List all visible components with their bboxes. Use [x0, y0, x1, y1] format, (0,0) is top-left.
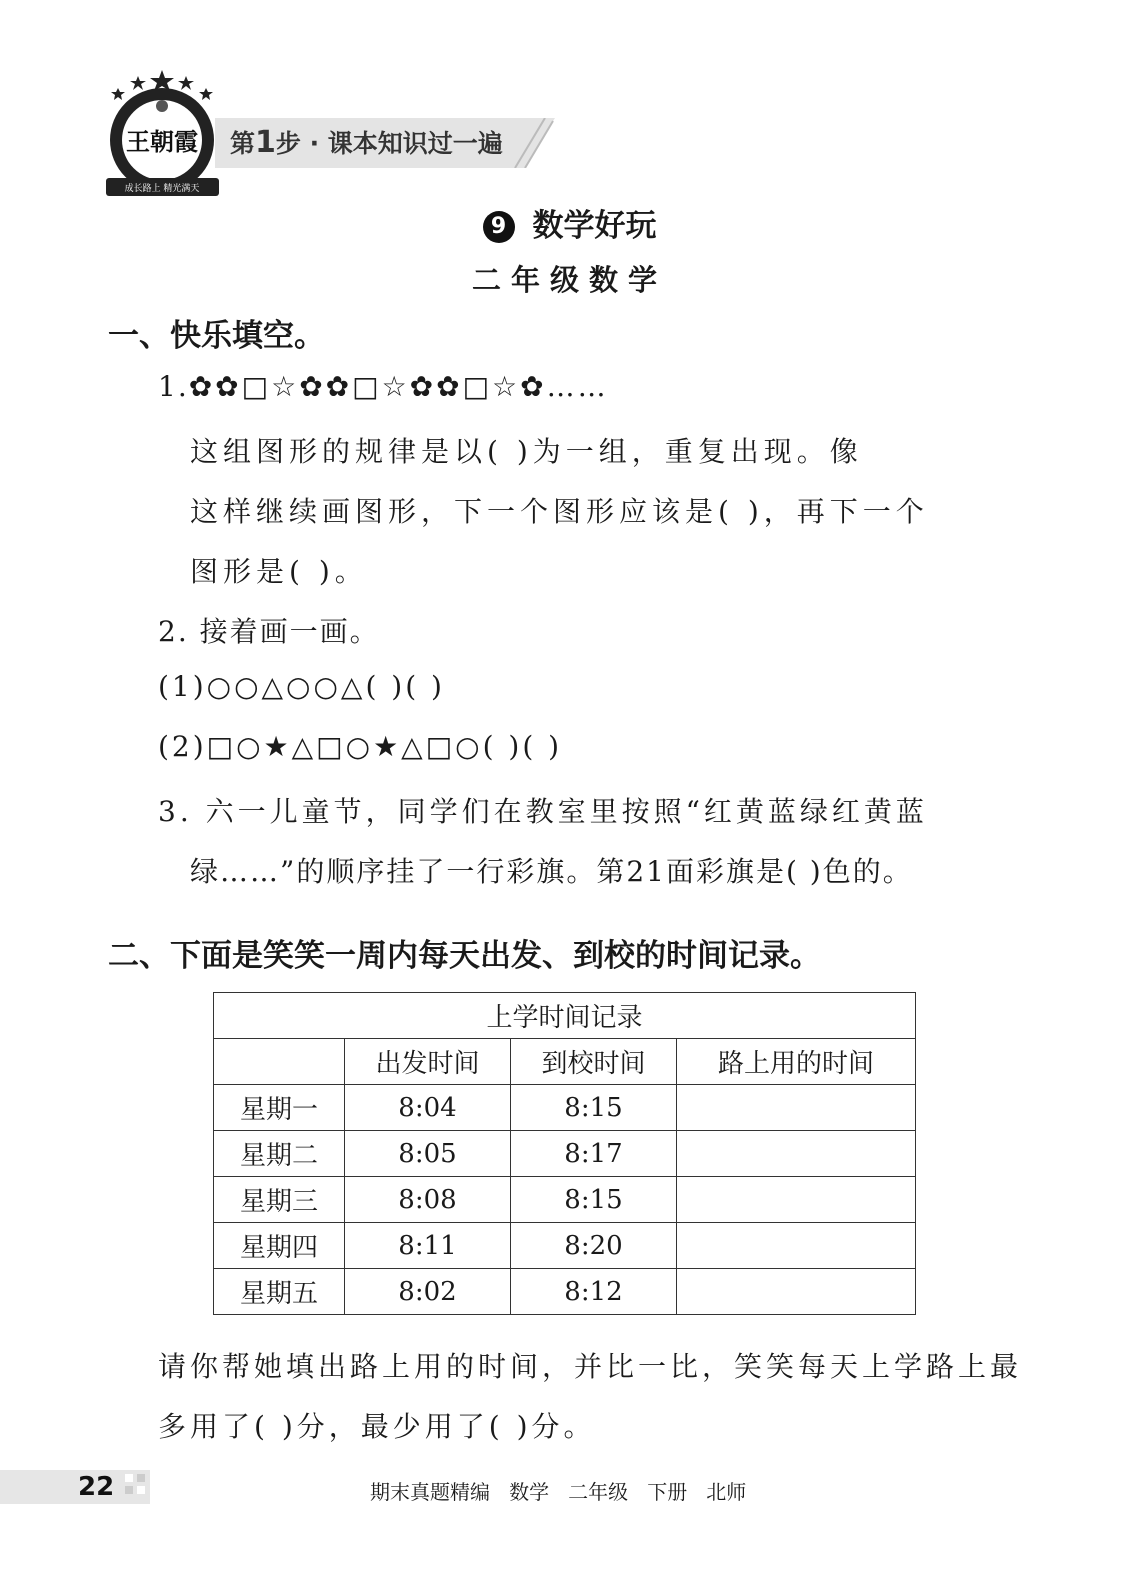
- table-row: [214, 1085, 916, 1131]
- table-cell-depart: 8:05: [345, 1131, 511, 1177]
- question-2-part-1: (1)○○△○○△( )( ): [158, 670, 445, 703]
- table-header-row: [214, 1039, 916, 1085]
- table-cell-duration-blank[interactable]: [677, 1085, 916, 1131]
- chapter-number-badge: 9: [483, 211, 515, 243]
- step-label: [230, 124, 503, 160]
- question-3-line-1: 3. 六一儿童节，同学们在教室里按照“红黄蓝绿红黄蓝: [158, 795, 928, 828]
- table-cell-arrive: 8:15: [511, 1177, 677, 1223]
- question-1-label: 1.: [158, 370, 189, 403]
- school-time-table: [213, 992, 916, 1315]
- table-cell-arrive: 8:12: [511, 1269, 677, 1315]
- table-header-cell: [214, 1039, 345, 1085]
- section-two-question-line-2: 多用了( )分，最少用了( )分。: [158, 1410, 596, 1443]
- step-number: 1: [255, 125, 276, 160]
- seal-text: 王朝霞: [126, 127, 198, 156]
- question-1-line-1: 这组图形的规律是以( )为一组，重复出现。像: [190, 435, 863, 468]
- section-two-question-line-1: 请你帮她填出路上用的时间，并比一比，笑笑每天上学路上最: [158, 1350, 1023, 1383]
- shape-pattern-sequence: ✿✿□☆✿✿□☆✿✿□☆✿……: [188, 370, 609, 403]
- table-cell-duration-blank[interactable]: [677, 1269, 916, 1315]
- chapter-title: [0, 200, 1139, 245]
- table-caption: 上学时间记录: [214, 993, 916, 1039]
- page-number: 22: [78, 1472, 115, 1502]
- question-2-label: 2. 接着画一画。: [158, 615, 380, 648]
- table-cell-day: 星期三: [214, 1177, 345, 1223]
- chapter-title-text: 数学好玩: [532, 208, 657, 244]
- publisher-seal-logo: [100, 70, 225, 205]
- step-suffix: 步 · 课本知识过一遍: [275, 129, 503, 158]
- question-1-pattern: [158, 370, 609, 403]
- question-1-line-3: 图形是( )。: [190, 555, 368, 588]
- table-cell-day: 星期二: [214, 1131, 345, 1177]
- footer-checker-decoration: [125, 1474, 151, 1502]
- chapter-subtitle: 二年级数学: [471, 263, 667, 297]
- table-cell-arrive: 8:20: [511, 1223, 677, 1269]
- table-row: [214, 1269, 916, 1315]
- table-cell-day: 星期一: [214, 1085, 345, 1131]
- table-row: [214, 1131, 916, 1177]
- table-header-cell: 出发时间: [345, 1039, 511, 1085]
- question-2-part-2: (2)□○★△□○★△□○( )( ): [158, 730, 563, 763]
- table-cell-depart: 8:08: [345, 1177, 511, 1223]
- table-cell-depart: 8:11: [345, 1223, 511, 1269]
- table-cell-duration-blank[interactable]: [677, 1131, 916, 1177]
- table-cell-day: 星期五: [214, 1269, 345, 1315]
- section-one-heading: 一、快乐填空。: [108, 318, 325, 354]
- section-two-heading: 二、下面是笑笑一周内每天出发、到校的时间记录。: [108, 938, 821, 974]
- question-3-line-2: 绿……”的顺序挂了一行彩旗。第21面彩旗是( )色的。: [190, 855, 913, 888]
- table-row: [214, 1177, 916, 1223]
- table-cell-day: 星期四: [214, 1223, 345, 1269]
- table-cell-arrive: 8:15: [511, 1085, 677, 1131]
- step-prefix: 第: [230, 129, 256, 158]
- table-cell-depart: 8:04: [345, 1085, 511, 1131]
- table-cell-arrive: 8:17: [511, 1131, 677, 1177]
- table-row: [214, 1223, 916, 1269]
- table-cell-depart: 8:02: [345, 1269, 511, 1315]
- table-cell-duration-blank[interactable]: [677, 1177, 916, 1223]
- footer-book-info: 期末真题精编 数学 二年级 下册 北师: [370, 1480, 747, 1504]
- seal-ribbon-text: 成长路上 精光满天: [124, 184, 200, 194]
- table-cell-duration-blank[interactable]: [677, 1223, 916, 1269]
- question-1-line-2: 这样继续画图形，下一个图形应该是( )，再下一个: [190, 495, 929, 528]
- table-header-cell: 到校时间: [511, 1039, 677, 1085]
- table-header-cell: 路上用的时间: [677, 1039, 916, 1085]
